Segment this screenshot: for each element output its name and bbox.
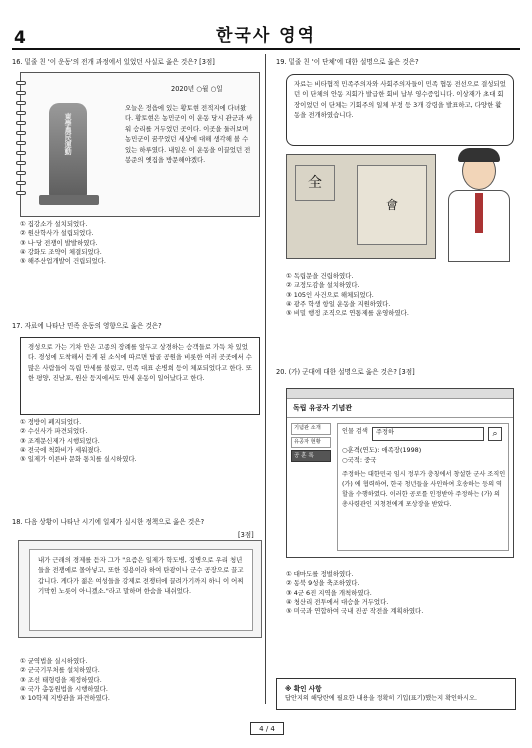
q16-notebook [20,72,260,217]
search-icon: ⌕ [492,429,498,439]
q20-option[interactable]: ③ 4군 6진 지역을 개척하였다. [286,588,372,597]
page-fraction: 4 / 4 [250,722,284,735]
receipt-photo [286,154,436,259]
q20-option[interactable]: ① 대마도를 정벌하였다. [286,570,354,578]
search-button[interactable] [488,427,502,441]
q16-date: 2020년 ○월 ○일 [171,85,223,93]
q18-passage: 내가 근래의 경제를 듣자 그가 "요즘은 일제가 학도병, 징병으로 우리 청년들을 전쟁에로 몰아넣고, 또한 징용이라 하여 탄광이나 군수 공장으로 끌고 갑니다. 게다가 젊은 여성들을 강제로 전쟁터에 끌려가기까지 하니 이 어찌 기막힌 노릇이 아니겠소."라고 말하며 한숨을 내쉬었다. [29,549,253,631]
page-title: 한국사 영역 [215,26,317,46]
q18-option[interactable]: ⑤ 10학제 지방관을 파견하였다. [20,694,110,703]
q20-passage: 주정하는 대한민국 임시 정부가 충칭에서 창설한 군사 조직인 (가) 에 협력하여, 한국 청년들을 사인하여 호송하는 등의 역할을 수행하였다. 이러한 공로를 인정받아 주정하는 (가) 의 총사령관인 지청천에게 포상장을 받았다. [342,471,506,509]
teacher-tie [475,193,483,233]
q18-option[interactable]: ① 균역법을 실시하였다. [20,657,88,665]
q16-option[interactable]: ⑤ 해주산업개발이 건립되었다. [20,257,106,266]
q19-option[interactable]: ① 독립문을 건립하였다. [286,272,354,280]
q19-option[interactable]: ③ 105인 사건으로 해체되었다. [286,290,374,299]
q20-option[interactable]: ② 동북 9성을 축조하였다. [286,579,360,588]
award-line: ○훈격(연도): 애족장(1998) [342,446,422,454]
search-input[interactable]: 주정하 [372,427,484,441]
column-divider [265,54,266,704]
stone-base [39,195,99,205]
q17-option[interactable]: ④ 전국에 척화비가 세워졌다. [20,445,102,454]
q19-option[interactable]: ② 교정도감을 설치하였다. [286,281,360,290]
q17-options [20,418,137,464]
header-rule [12,48,520,50]
q17-option[interactable]: ③ 조계문신제가 시행되었다. [20,436,100,445]
notice-box [276,678,516,710]
q19-option[interactable]: ⑤ 비밀 행정 조직으로 연통제를 운영하였다. [286,309,409,318]
browser-content [337,423,509,551]
q17-option[interactable]: ⑤ 일제가 이른바 문화 통치를 실시하였다. [20,455,137,464]
q20-browser-window [286,388,514,558]
page-number: 4 [14,28,26,48]
q18-points: [3점] [238,531,254,539]
notice-text: 답안지의 해당란에 필요한 내용을 정확히 기입(표기)했는지 확인하시오. [285,694,477,702]
q18-option[interactable]: ④ 국가 총동원법을 시행하였다. [20,684,108,693]
browser-title: 독립 유공자 기념관 [287,399,513,418]
q20-option[interactable]: ⑤ 미국과 연합하여 국내 진공 작전을 계획하였다. [286,607,424,616]
teacher-hair [458,148,500,162]
nationality-line: ○국적: 중국 [342,456,377,464]
q17-option[interactable]: ① 정방이 폐지되었다. [20,418,82,426]
q20-options [286,570,423,616]
q16-passage: 오늘은 정읍에 있는 황토현 전적지에 다녀왔다. 황토현은 농민군이 이 운동 당시 관군과 싸워 승리를 거두었던 곳이다. 이곳을 둘러보며 농민군이 꿈꾸었던 세상에 대해 생각해 볼 수 있는 하루였다. 내일은 이 운동을 이끌었던 전봉준의 옛집을 방문해야겠다. [125,104,253,164]
q20-stem: 20. (가) 군대에 대한 설명으로 옳은 것은? [3점] [276,368,415,376]
q17-option[interactable]: ② 수신사가 파견되었다. [20,427,88,436]
stone-inscription: 東學農民運動 [64,113,73,155]
sidebar-item-status[interactable]: 유공자 현황 [291,437,331,449]
q20-option[interactable]: ④ 청산리 전투에서 대승을 거두었다. [286,597,389,606]
q16-option[interactable]: ① 집강소가 설치되었다. [20,220,88,228]
q19-speech-bubble: 자료는 비타협적 민족주의자와 사회주의자들이 민족 협동 전선으로 결성되었던 이 단체의 안동 지회가 발급한 회비 납부 영수증입니다. 이상재가 초대 회장이었던 이 단체는 기회주의 일체 부정 등 3개 강령을 발표하고, 다양한 활동을 전개하였습니다. [286,74,514,146]
search-label: 인물 검색 [342,428,368,435]
q18-options [20,657,110,703]
q18-stem: 18. 다음 상황이 나타난 시기에 일제가 실시한 정책으로 옳은 것은? [12,518,205,526]
q16-option[interactable]: ③ 나·당 전쟁이 발발하였다. [20,238,98,247]
q18-option[interactable]: ② 군국기무처를 설치하였다. [20,666,100,675]
q17-passage: 경성으로 가는 기차 안은 고종의 장례를 앞두고 상경하는 승객들로 가득 차 있었다. 경성에 도착해서 듣게 된 소식에 따르면 탑골 공원을 비롯한 여러 곳곳에서 수많은 사람들이 독립 만세를 불렀고, 민족 대표 손병희 등이 체포되었다고 한다. 또한 평양, 진남포, 원산 등지에서도 만세 운동이 일어났다고 한다. [20,337,260,415]
q16-options [20,220,106,266]
notebook-rings [16,81,26,201]
q16-option[interactable]: ④ 강화도 조약이 체결되었다. [20,247,102,256]
teacher-body [448,190,510,262]
browser-top-bar [287,389,513,399]
q18-option[interactable]: ③ 조선 태형령을 제정하였다. [20,675,102,684]
q19-stem: 19. 밑줄 친 '이 단체'에 대한 설명으로 옳은 것은? [276,58,419,66]
q19-option[interactable]: ④ 광주 학생 항일 운동을 지원하였다. [286,299,391,308]
memorial-stone-image [49,103,87,197]
sidebar-item-intro[interactable]: 기념관 소개 [291,423,331,435]
q18-book-frame [18,540,262,638]
q16-option[interactable]: ② 원산학사가 설립되었다. [20,229,94,238]
sidebar-item-merit[interactable]: 공 훈 록 [291,450,331,462]
notice-title: ※ 확인 사항 [285,685,322,693]
q17-stem: 17. 자료에 나타난 민족 운동의 영향으로 옳은 것은? [12,322,162,330]
q19-options [286,272,409,318]
q16-stem: 16. 밑줄 친 '이 운동'의 전개 과정에서 있었던 사실로 옳은 것은? [3점] [12,58,215,66]
receipt-stamp: 全 [295,165,335,201]
receipt-document: 會 [357,165,427,245]
browser-sidebar [291,423,331,553]
